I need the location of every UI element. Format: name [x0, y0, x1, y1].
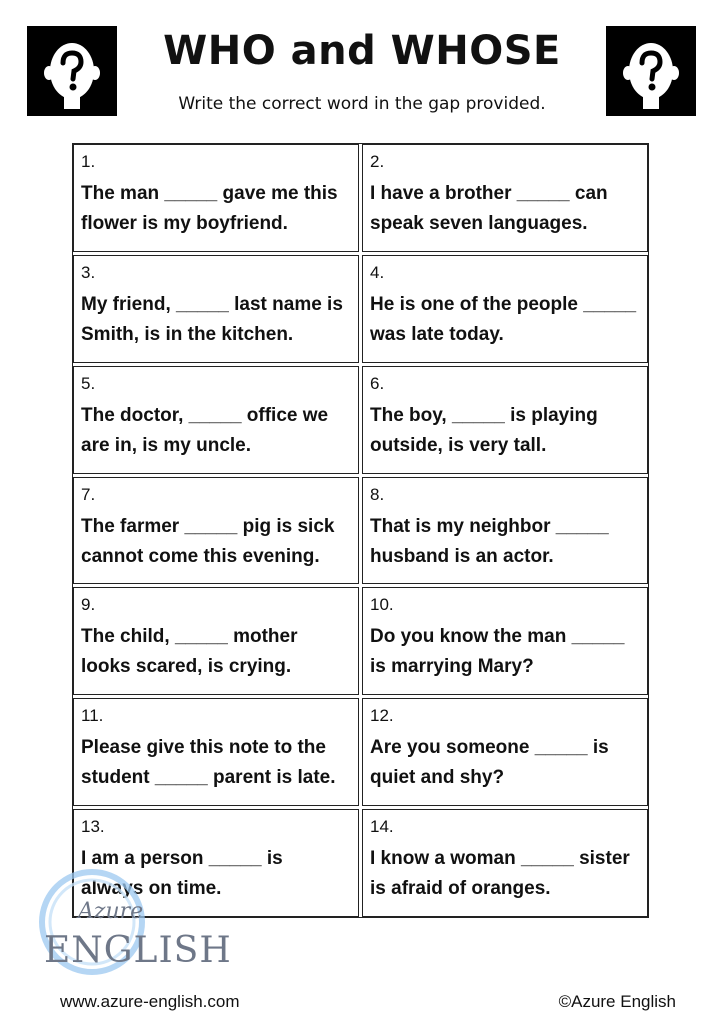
exercise-sentence: I am a person _____ is always on time.	[81, 848, 283, 900]
exercise-sentence: He is one of the people _____ was late today.	[370, 293, 637, 345]
exercise-number: 9.	[81, 595, 96, 615]
exercise-sentence: That is my neighbor _____ husband is an actor.	[370, 515, 609, 567]
exercise-cell	[362, 255, 648, 363]
exercise-sentence: I know a woman _____ sister is afraid of oranges.	[370, 848, 630, 900]
exercise-number: 12.	[370, 706, 394, 726]
exercise-cell	[73, 366, 359, 474]
exercise-sentence: Are you someone _____ is quiet and shy?	[370, 737, 609, 789]
exercise-sentence: The boy, _____ is playing outside, is very tall.	[370, 404, 598, 456]
exercise-number: 1.	[81, 152, 96, 171]
exercise-sentence: The farmer _____ pig is sick cannot come this evening.	[81, 515, 335, 567]
footer-copyright: ©Azure English	[558, 992, 676, 1011]
exercise-sentence: Do you know the man _____ is marrying Mary?	[370, 626, 625, 678]
logo-word-top: Azure	[78, 899, 144, 924]
exercise-number: 2.	[370, 152, 385, 171]
exercise-sentence: The child, _____ mother looks scared, is crying.	[81, 626, 298, 678]
exercise-grid	[72, 143, 649, 918]
exercise-sentence: Please give this note to the student _____ parent is late.	[81, 737, 336, 789]
exercise-number: 6.	[370, 373, 385, 393]
exercise-number: 4.	[370, 262, 385, 282]
exercise-cell	[73, 144, 359, 252]
exercise-sentence: The man _____ gave me this flower is my boyfriend.	[81, 183, 338, 234]
exercise-cell	[362, 587, 648, 695]
exercise-cell	[73, 477, 359, 585]
exercise-cell	[362, 698, 648, 806]
exercise-cell	[362, 477, 648, 585]
exercise-number: 7.	[81, 484, 96, 504]
exercise-number: 8.	[370, 484, 385, 504]
exercise-number: 5.	[81, 373, 96, 393]
exercise-number: 3.	[81, 262, 96, 282]
exercise-sentence: I have a brother _____ can speak seven languages.	[370, 183, 608, 234]
question-head-icon	[606, 26, 696, 116]
question-head-icon	[27, 26, 117, 116]
exercise-number: 13.	[81, 817, 105, 837]
footer-website: www.azure-english.com	[60, 992, 240, 1011]
exercise-cell	[362, 144, 648, 252]
exercise-cell	[73, 698, 359, 806]
exercise-number: 10.	[370, 595, 394, 615]
exercise-cell	[73, 587, 359, 695]
exercise-cell	[362, 809, 648, 917]
exercise-cell	[362, 366, 648, 474]
logo-word-bottom: ENGLISH	[44, 930, 232, 971]
exercise-sentence: My friend, _____ last name is Smith, is in the kitchen.	[81, 293, 343, 345]
exercise-cell	[73, 255, 359, 363]
page-subtitle: Write the correct word in the gap provided.	[178, 94, 546, 114]
exercise-number: 11.	[81, 706, 104, 726]
exercise-number: 14.	[370, 817, 394, 837]
page-title: WHO and WHOSE	[163, 28, 561, 74]
exercise-sentence: The doctor, _____ office we are in, is my uncle.	[81, 404, 329, 456]
